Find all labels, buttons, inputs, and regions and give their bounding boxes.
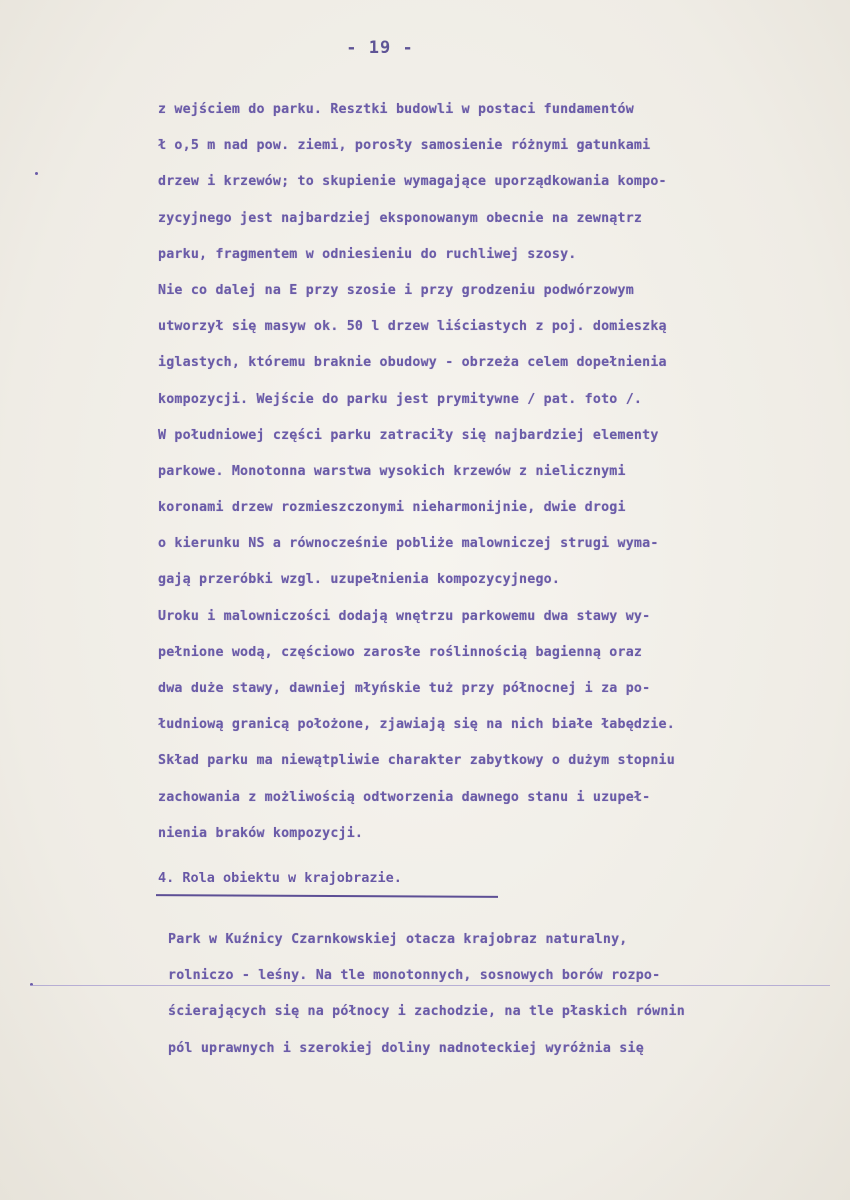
text-line: Nie co dalej na E przy szosie i przy grodzeniu podwórzowym [158, 282, 634, 298]
text-line: zycyjnego jest najbardziej eksponowanym obecnie na zewnątrz [158, 210, 643, 226]
text-line: utworzył się masyw ok. 50 l drzew liściastych z poj. domieszką [158, 319, 667, 335]
text-line: pól uprawnych i szerokiej doliny nadnoteckiej wyróżnia się [168, 1040, 644, 1056]
text-line: iglastych, któremu braknie obudowy - obrzeża celem dopełnienia [158, 355, 667, 371]
text-line: łudniową granicą położone, zjawiają się na nich białe łabędzie. [158, 717, 675, 733]
text-line: parku, fragmentem w odniesieniu do ruchliwej szosy. [158, 246, 577, 262]
text-line: kompozycji. Wejście do parku jest prymitywne / pat. foto /. [158, 391, 643, 407]
text-line: koronami drzew rozmieszczonymi nieharmonijnie, dwie drogi [158, 500, 626, 516]
page-number: - 19 - [346, 38, 414, 58]
text-line: Park w Kuźnicy Czarnkowskiej otacza krajobraz naturalny, [168, 932, 628, 947]
main-paragraph [158, 92, 818, 852]
text-line: parkowe. Monotonna warstwa wysokich krzewów z nielicznymi [158, 463, 626, 479]
text-line: zachowania z możliwością odtworzenia dawnego stanu i uzupeł- [158, 789, 651, 805]
text-line: z wejściem do parku. Resztki budowli w postaci fundamentów [158, 102, 634, 117]
heading-underline [156, 894, 498, 898]
section-heading: 4. Rola obiektu w krajobrazie. [158, 870, 402, 886]
text-line: pełnione wodą, częściowo zarosłe roślinnością bagienną oraz [158, 644, 643, 660]
text-line: ścierających się na północy i zachodzie, na tle płaskich równin [168, 1004, 685, 1020]
text-line: gają przeróbki wzgl. uzupełnienia kompozycyjnego. [158, 572, 561, 588]
section-paragraph [168, 922, 828, 1067]
text-line: Uroku i malowniczości dodają wnętrzu parkowemu dwa stawy wy- [158, 608, 651, 624]
text-line: dwa duże stawy, dawniej młyńskie tuż przy północnej i za po- [158, 681, 651, 696]
text-line: ł o,5 m nad pow. ziemi, porosły samosienie różnymi gatunkami [158, 138, 651, 154]
text-line: Skład parku ma niewątpliwie charakter zabytkowy o dużym stopniu [158, 753, 675, 769]
text-line: o kierunku NS a równocześnie pobliże malowniczej strugi wyma- [158, 536, 659, 552]
text-line: drzew i krzewów; to skupienie wymagające uporządkowania kompo- [158, 174, 667, 190]
text-line: rolniczo - leśny. Na tle monotonnych, sosnowych borów rozpo- [168, 968, 661, 984]
text-line: W południowej części parku zatraciły się najbardziej elementy [158, 427, 659, 443]
margin-dot [35, 172, 38, 175]
text-line: nienia braków kompozycji. [158, 825, 364, 841]
